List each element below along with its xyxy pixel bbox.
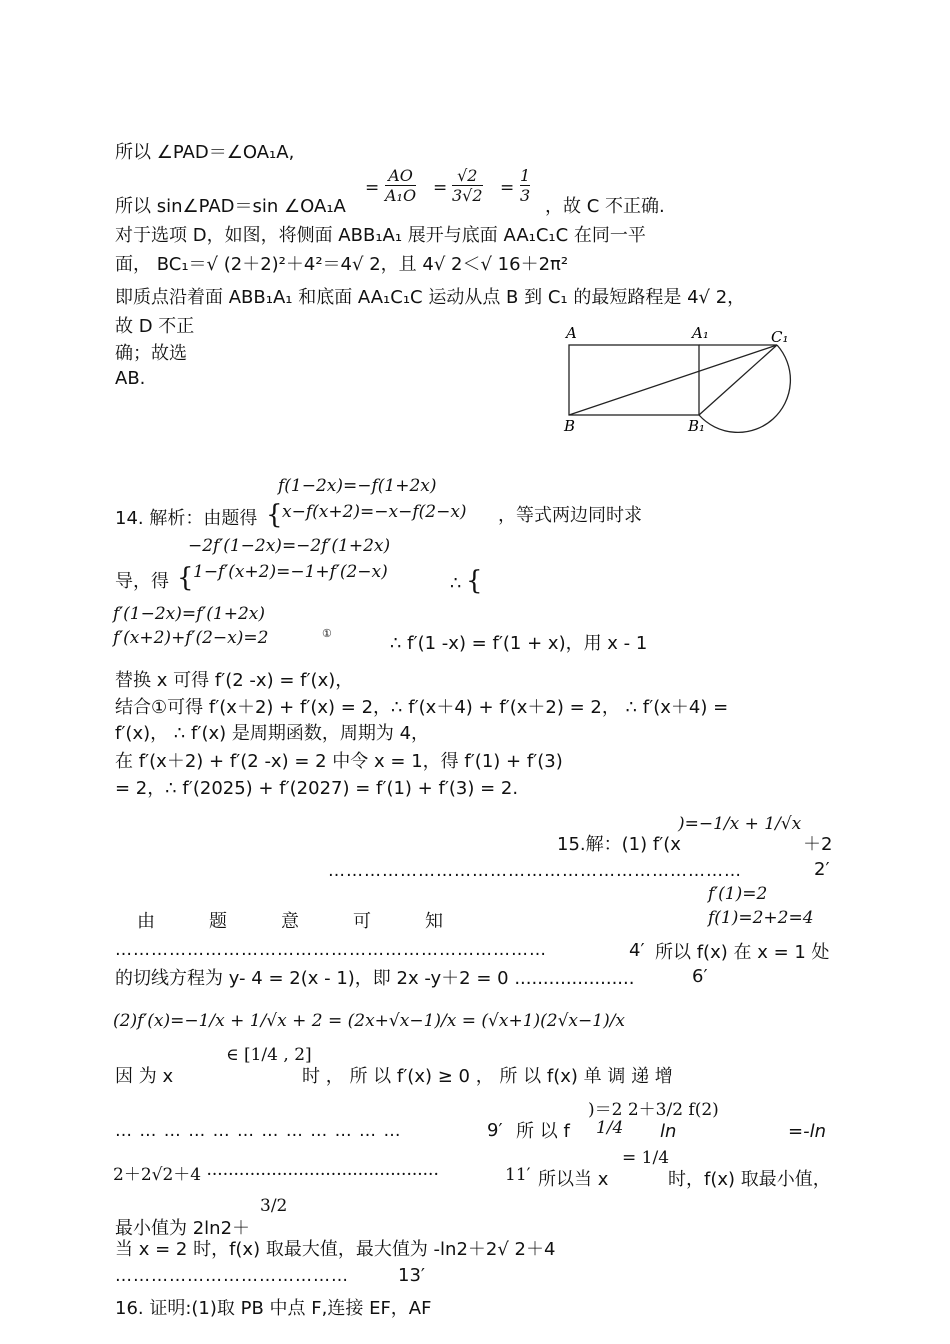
score-mark: 2′ — [814, 859, 830, 880]
text-line: 16. 证明:(1)取 PB 中点 F,连接 EF，AF — [115, 1298, 432, 1319]
label-C1: C₁ — [771, 328, 789, 346]
text-line: 的切线方程为 y- 4 = 2(x - 1)，即 2x -y＋2 = 0 ..................... — [115, 968, 635, 989]
equals-sign: = — [433, 178, 448, 198]
dot-leader: ………………………………… — [115, 1266, 349, 1286]
fraction-one-quarter: 1/4 — [596, 1118, 624, 1138]
label-A: A — [566, 324, 577, 342]
text-line: 最小值为 2ln2＋ — [115, 1218, 251, 1239]
text-line: 所以 ∠PAD＝∠OA₁A, — [115, 142, 295, 163]
text-line: 所以 f(x) 在 x = 1 处 — [655, 942, 830, 963]
fraction-three-halves: 3/2 — [260, 1196, 288, 1216]
score-mark: 9′ — [487, 1120, 503, 1141]
text-line: 因 为 x — [115, 1066, 174, 1087]
text-line: ，故 C 不正确. — [545, 196, 665, 217]
label-B1: B₁ — [688, 417, 706, 435]
score-mark: 13′ — [398, 1265, 425, 1286]
text-line: 时，f(x) 取最小值， — [668, 1169, 831, 1190]
interval: ∈ [1/4 , 2] — [226, 1045, 312, 1065]
text-line: 故 D 不正 — [115, 316, 195, 337]
function-values: )＝2 2＋3/2 f(2) — [588, 1100, 719, 1120]
ln-label: ln — [660, 1121, 677, 1142]
system-row: x−f(x+2)=−x−f(2−x) — [282, 502, 467, 522]
text-line: f′(x)， ∴ f′(x) 是周期函数，周期为 4， — [115, 723, 430, 744]
text-line: 所 以 f — [516, 1121, 570, 1142]
text-line: 面， BC₁＝√ (2＋2)²＋4²＝4√ 2，且 4√ 2＜√ 16＋2π² — [115, 254, 569, 275]
text-line: 14. 解析：由题得 — [115, 508, 258, 529]
ln-label: =-ln — [788, 1121, 826, 1142]
text-line: 对于选项 D，如图，将侧面 ABB₁A₁ 展开与底面 AA₁C₁C 在同一平 — [115, 225, 646, 246]
system-row: f(1)=2+2=4 — [708, 908, 814, 928]
text-line: ＋2 — [803, 834, 833, 855]
fraction: 1 3 — [520, 166, 531, 205]
text-line: 时 ， 所 以 f′(x) ≥ 0 ， 所 以 f(x) 单 调 递 增 — [302, 1066, 673, 1087]
rectangle-ABB1A1 — [569, 345, 699, 415]
label-B: B — [564, 417, 576, 435]
score-mark: 6′ — [692, 966, 708, 987]
text-line: AB. — [115, 368, 146, 389]
semicircle-arc — [699, 345, 790, 432]
system-row: f′(1−2x)=f′(1+2x) — [113, 604, 266, 624]
system-row: f′(x+2)+f′(2−x)=2 — [113, 628, 269, 648]
x-value: = 1/4 — [622, 1148, 670, 1168]
equals-sign: = — [365, 178, 380, 198]
text-line: 2＋2√2＋4 ··········································· — [113, 1165, 439, 1185]
text-line: 15.解：(1) f′(x — [557, 834, 681, 855]
text-line: 确；故选 — [115, 343, 187, 364]
unfolded-prism-diagram — [552, 318, 802, 440]
dot-leader: …………………………………………………………… — [328, 861, 742, 881]
text-line: 替换 x 可得 f′(2 -x) = f′(x)， — [115, 670, 354, 691]
text-line: 由 题 意 可 知 — [137, 911, 443, 932]
text-line: = 2，∴ f′(2025) + f′(2027) = f′(1) + f′(3) = 2. — [115, 778, 519, 799]
left-brace: { — [266, 500, 283, 530]
dot-leader: … … … … … … … … … … … … — [115, 1121, 402, 1141]
text-line: 当 x = 2 时，f(x) 取最大值，最大值为 -ln2＋2√ 2＋4 — [115, 1239, 556, 1260]
label-A1: A₁ — [692, 324, 709, 342]
text-line: 所以当 x — [538, 1169, 609, 1190]
system-row: −2f′(1−2x)=−2f′(1+2x) — [188, 536, 391, 556]
score-mark: 11′ — [505, 1165, 531, 1185]
score-mark: 4′ — [629, 940, 645, 961]
text-line: ，等式两边同时求 — [498, 505, 642, 526]
system-row: 1−f′(x+2)=−1+f′(2−x) — [193, 562, 388, 582]
text-line: 所以 sin∠PAD＝sin ∠OA₁A — [115, 196, 346, 217]
text-line: ∴ — [450, 573, 462, 594]
dot-leader: ……………………………………………………………… — [115, 940, 547, 960]
left-brace: { — [177, 563, 194, 593]
derivative-factorization: (2)f′(x)=−1/x + 1/√x + 2 = (2x+√x−1)/x = (√x+1)(2√x−1)/x — [113, 1011, 626, 1031]
segment-B1C1 — [699, 345, 777, 415]
circled-number: ① — [322, 627, 332, 640]
fraction: AO A₁O — [385, 166, 417, 205]
text-line: 导，得 — [115, 571, 169, 592]
text-line: 结合①可得 f′(x＋2) + f′(x) = 2，∴ f′(x＋4) + f′(x＋2) = 2， ∴ f′(x＋4) = — [115, 697, 729, 718]
system-row: f′(1)=2 — [708, 884, 768, 904]
fraction: √2 3√2 — [452, 166, 483, 205]
equals-sign: = — [500, 178, 515, 198]
text-line: ∴ f′(1 -x) = f′(1 + x)，用 x - 1 — [390, 633, 648, 654]
system-row: f(1−2x)=−f(1+2x) — [278, 476, 437, 496]
text-line: 即质点沿着面 ABB₁A₁ 和底面 AA₁C₁C 运动从点 B 到 C₁ 的最短路程是 4√ 2， — [115, 287, 746, 308]
segment-BC1 — [569, 345, 777, 415]
text-line: 在 f′(x＋2) + f′(2 -x) = 2 中令 x = 1，得 f′(1) + f′(3) — [115, 751, 563, 772]
derivative-expression: )=−1/x + 1/√x — [678, 814, 802, 834]
left-brace: { — [466, 566, 483, 596]
